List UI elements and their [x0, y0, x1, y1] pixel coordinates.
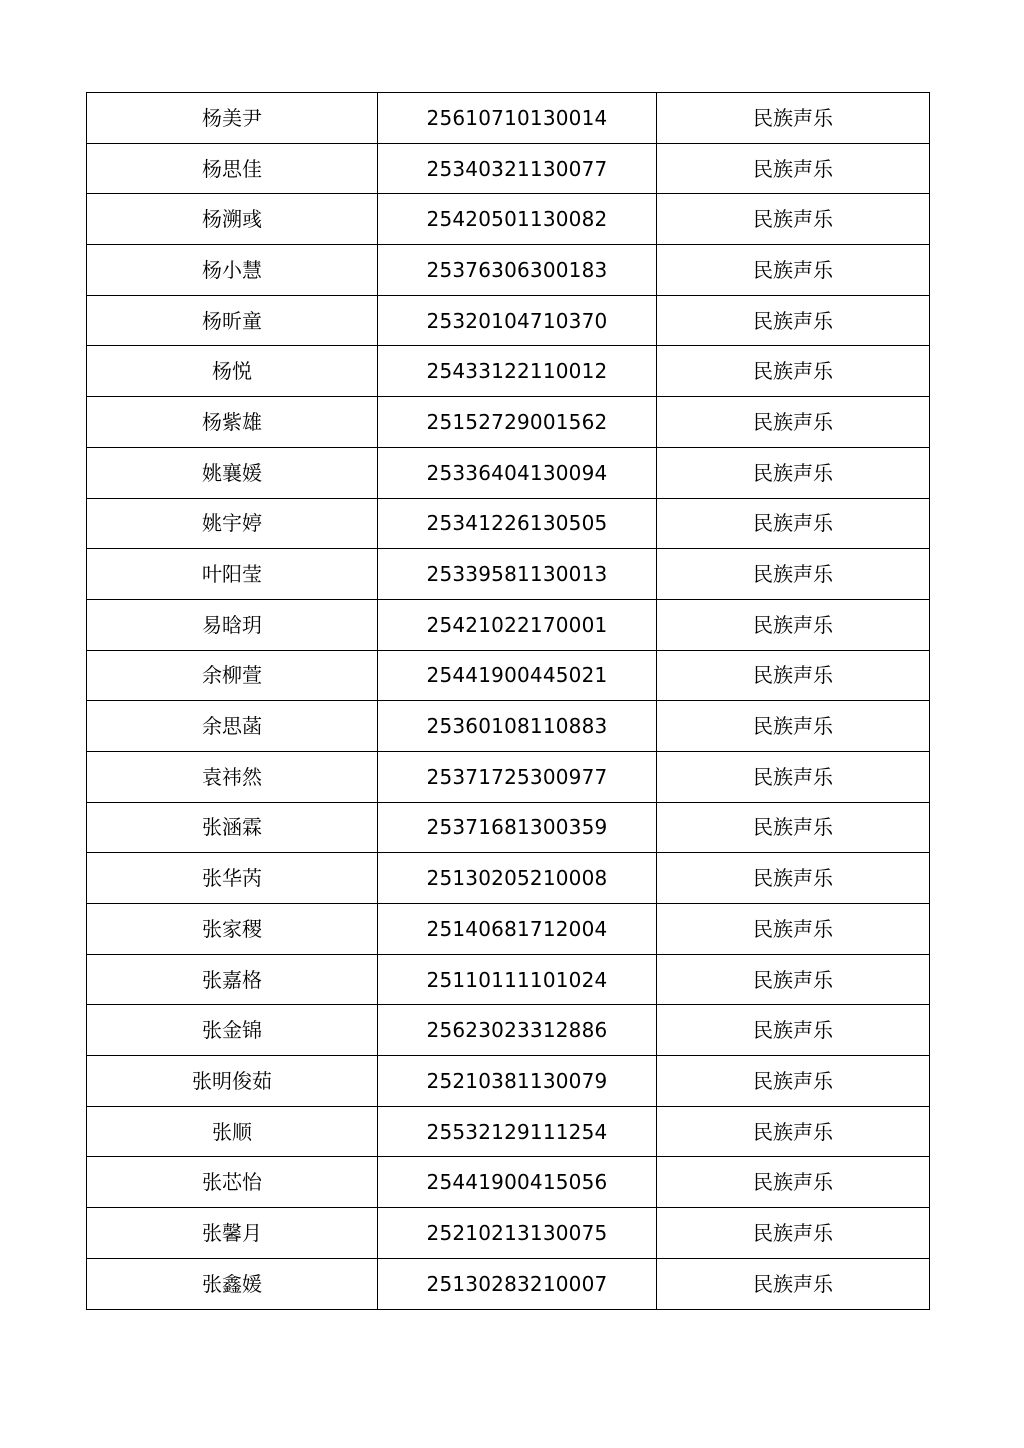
table-row: [87, 295, 930, 346]
category-cell: 民族声乐: [657, 93, 930, 144]
name-cell: 叶阳莹: [87, 549, 378, 600]
candidate-id-cell: 25210381130079: [378, 1056, 657, 1107]
name-cell: 杨紫雄: [87, 397, 378, 448]
category-cell: 民族声乐: [657, 701, 930, 752]
candidate-id-cell: 25433122110012: [378, 346, 657, 397]
candidate-id-cell: 25610710130014: [378, 93, 657, 144]
candidate-id-cell: 25623023312886: [378, 1005, 657, 1056]
category-cell: 民族声乐: [657, 751, 930, 802]
category-cell: 民族声乐: [657, 549, 930, 600]
table-row: [87, 650, 930, 701]
candidate-id-cell: 25130283210007: [378, 1258, 657, 1309]
candidate-id-cell: 25210213130075: [378, 1208, 657, 1259]
category-cell: 民族声乐: [657, 1157, 930, 1208]
table-row: [87, 954, 930, 1005]
name-cell: 杨思佳: [87, 143, 378, 194]
category-cell: 民族声乐: [657, 853, 930, 904]
name-cell: 杨悦: [87, 346, 378, 397]
name-cell: 张鑫媛: [87, 1258, 378, 1309]
table-row: [87, 1157, 930, 1208]
table-row: [87, 143, 930, 194]
candidate-id-cell: 25340321130077: [378, 143, 657, 194]
category-cell: 民族声乐: [657, 954, 930, 1005]
table-row: [87, 397, 930, 448]
table-row: [87, 194, 930, 245]
table-row: [87, 1106, 930, 1157]
results-table: [86, 92, 930, 1310]
category-cell: 民族声乐: [657, 802, 930, 853]
name-cell: 姚襄媛: [87, 447, 378, 498]
name-cell: 张顺: [87, 1106, 378, 1157]
name-cell: 易晗玥: [87, 599, 378, 650]
table-row: [87, 346, 930, 397]
table-row: [87, 853, 930, 904]
category-cell: 民族声乐: [657, 245, 930, 296]
candidate-id-cell: 25532129111254: [378, 1106, 657, 1157]
candidate-id-cell: 25336404130094: [378, 447, 657, 498]
name-cell: 余柳萱: [87, 650, 378, 701]
name-cell: 张家稷: [87, 904, 378, 955]
category-cell: 民族声乐: [657, 1005, 930, 1056]
table-row: [87, 93, 930, 144]
candidate-id-cell: 25152729001562: [378, 397, 657, 448]
category-cell: 民族声乐: [657, 498, 930, 549]
name-cell: 张芯怡: [87, 1157, 378, 1208]
name-cell: 杨溯彧: [87, 194, 378, 245]
table-row: [87, 904, 930, 955]
name-cell: 张涵霖: [87, 802, 378, 853]
candidate-id-cell: 25420501130082: [378, 194, 657, 245]
name-cell: 张华芮: [87, 853, 378, 904]
candidate-id-cell: 25371725300977: [378, 751, 657, 802]
category-cell: 民族声乐: [657, 1106, 930, 1157]
category-cell: 民族声乐: [657, 346, 930, 397]
name-cell: 张嘉格: [87, 954, 378, 1005]
candidate-id-cell: 25130205210008: [378, 853, 657, 904]
table-row: [87, 549, 930, 600]
candidate-id-cell: 25339581130013: [378, 549, 657, 600]
name-cell: 杨小慧: [87, 245, 378, 296]
category-cell: 民族声乐: [657, 904, 930, 955]
table-row: [87, 1056, 930, 1107]
candidate-id-cell: 25110111101024: [378, 954, 657, 1005]
name-cell: 张金锦: [87, 1005, 378, 1056]
category-cell: 民族声乐: [657, 143, 930, 194]
name-cell: 袁祎然: [87, 751, 378, 802]
name-cell: 杨美尹: [87, 93, 378, 144]
table-row: [87, 599, 930, 650]
name-cell: 张明俊茹: [87, 1056, 378, 1107]
category-cell: 民族声乐: [657, 194, 930, 245]
table-body: [87, 93, 930, 1310]
candidate-id-cell: 25360108110883: [378, 701, 657, 752]
category-cell: 民族声乐: [657, 599, 930, 650]
candidate-id-cell: 25371681300359: [378, 802, 657, 853]
candidate-id-cell: 25376306300183: [378, 245, 657, 296]
category-cell: 民族声乐: [657, 1056, 930, 1107]
candidate-id-cell: 25421022170001: [378, 599, 657, 650]
category-cell: 民族声乐: [657, 397, 930, 448]
category-cell: 民族声乐: [657, 295, 930, 346]
category-cell: 民族声乐: [657, 1258, 930, 1309]
table-row: [87, 1005, 930, 1056]
table-row: [87, 245, 930, 296]
table-row: [87, 751, 930, 802]
table-row: [87, 701, 930, 752]
table-row: [87, 498, 930, 549]
name-cell: 杨昕童: [87, 295, 378, 346]
name-cell: 张馨月: [87, 1208, 378, 1259]
candidate-id-cell: 25441900415056: [378, 1157, 657, 1208]
name-cell: 余思菡: [87, 701, 378, 752]
table-row: [87, 447, 930, 498]
candidate-id-cell: 25341226130505: [378, 498, 657, 549]
table-row: [87, 1208, 930, 1259]
category-cell: 民族声乐: [657, 1208, 930, 1259]
name-cell: 姚宇婷: [87, 498, 378, 549]
candidate-id-cell: 25320104710370: [378, 295, 657, 346]
candidate-id-cell: 25441900445021: [378, 650, 657, 701]
category-cell: 民族声乐: [657, 447, 930, 498]
category-cell: 民族声乐: [657, 650, 930, 701]
table-row: [87, 802, 930, 853]
candidate-id-cell: 25140681712004: [378, 904, 657, 955]
table-row: [87, 1258, 930, 1309]
